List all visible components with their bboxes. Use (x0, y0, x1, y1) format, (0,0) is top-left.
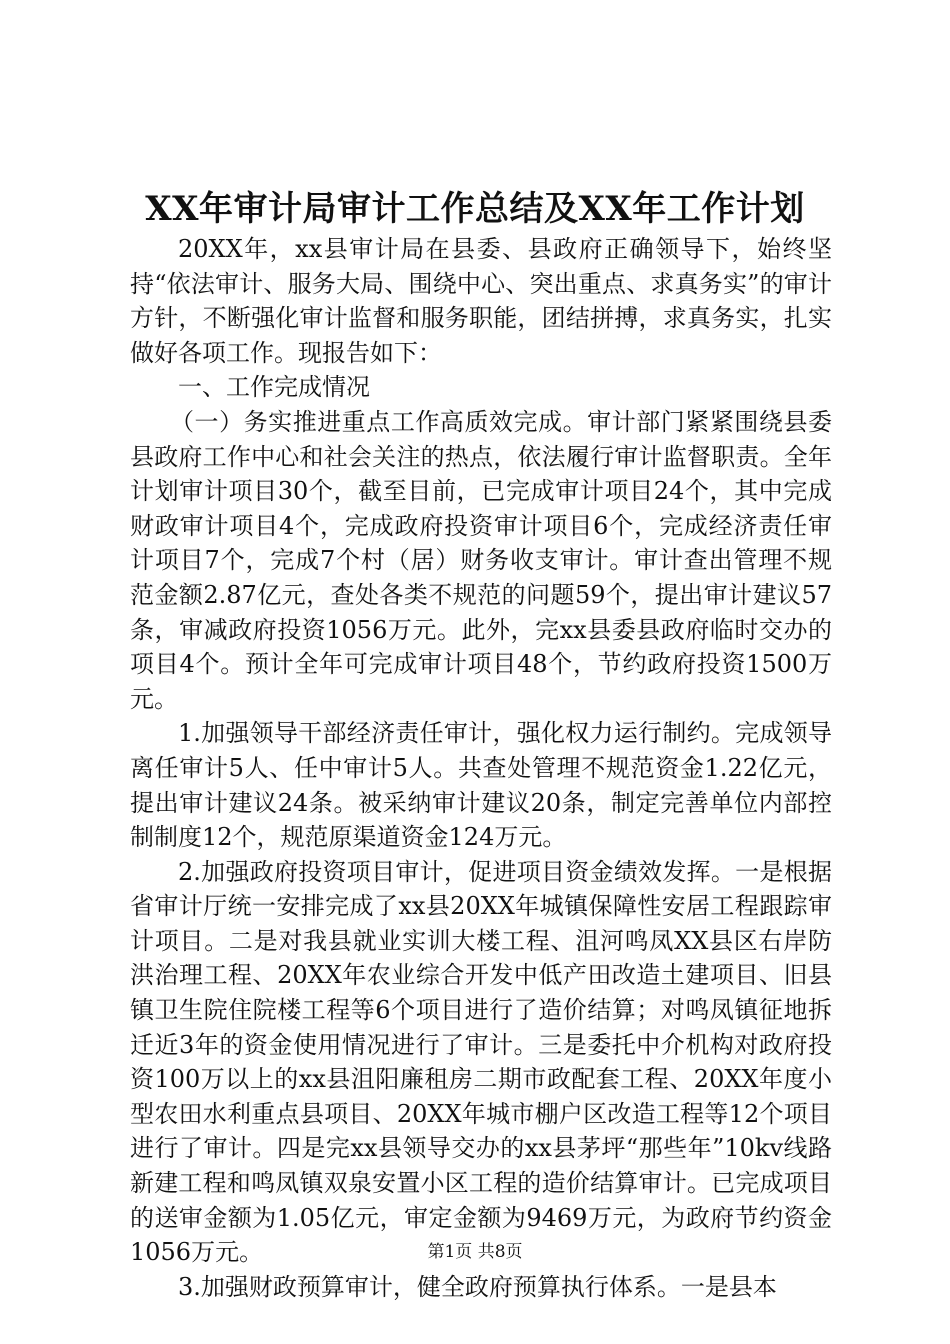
section-heading: 一、工作完成情况 (178, 373, 370, 402)
body-paragraph: 1.加强领导干部经济责任审计，强化权力运行制约。完成领导离任审计5人、任中审计5人。共查处管理不规范资金1.22亿元，提出审计建议24条。被采纳审计建议20条，制定完善单位内部控制制度12个，规范原渠道资金124万元。 (130, 719, 832, 852)
document-body (130, 232, 832, 1304)
intro-paragraph: 20XX年，xx县审计局在县委、县政府正确领导下，始终坚持“依法审计、服务大局、围绕中心、突出重点、求真务实”的审计方针，不断强化审计监督和服务职能，团结拼搏，求真务实，扎实做好各项工作。现报告如下： (130, 235, 832, 367)
body-paragraph: 3.加强财政预算审计，健全政府预算执行体系。一是县本 (178, 1272, 777, 1301)
subsection-paragraph: （一）务实推进重点工作高质效完成。审计部门紧紧围绕县委县政府工作中心和社会关注的热点，依法履行审计监督职责。全年计划审计项目30个，截至目前，已完成审计项目24个，其中完成财政审计项目4个，完成政府投资审计项目6个，完成经济责任审计项目7个，完成7个村（居）财务收支审计。审计查出管理不规范金额2.87亿元，查处各类不规范的问题59个，提出审计建议57条，审减政府投资1056万元。此外，完xx县委县政府临时交办的项目4个。预计全年可完成审计项目48个，节约政府投资1500万元。 (130, 407, 832, 713)
page-footer: 第1页 共8页 (427, 1242, 523, 1262)
page-title: XX年审计局审计工作总结及XX年工作计划 (145, 189, 805, 229)
body-paragraph: 2.加强政府投资项目审计，促进项目资金绩效发挥。一是根据省审计厅统一安排完成了xx县20XX年城镇保障性安居工程跟踪审计项目。二是对我县就业实训大楼工程、沮河鸣凤XX县区右岸防洪治理工程、20XX年农业综合开发中低产田改造土建项目、旧县镇卫生院住院楼工程等6个项目进行了造价结算；对鸣凤镇征地拆迁近3年的资金使用情况进行了审计。三是委托中介机构对政府投资100万以上的xx县沮阳廉租房二期市政配套工程、20XX年度小型农田水利重点县项目、20XX年城市棚户区改造工程等12个项目进行了审计。四是完xx县领导交办的xx县茅坪“那些年”10kv线路新建工程和鸣凤镇双泉安置小区工程的造价结算审计。已完成项目的送审金额为1.05亿元，审定金额为9469万元，为政府节约资金1056万元。 (130, 857, 832, 1267)
